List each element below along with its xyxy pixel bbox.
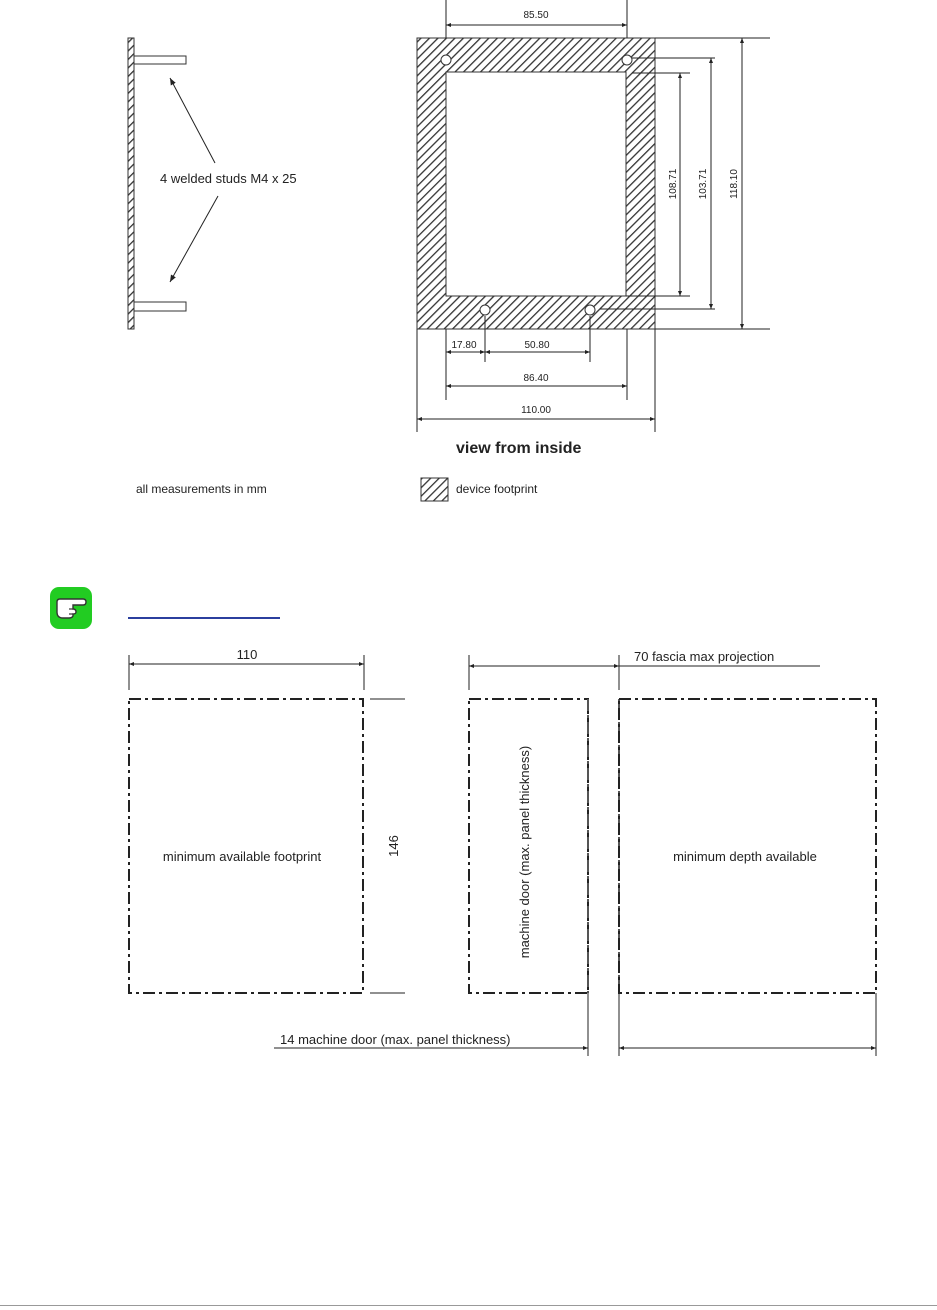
depth-box xyxy=(619,699,876,993)
device-frame xyxy=(417,38,655,329)
dim-top-holes: 85.50 xyxy=(523,10,549,21)
legend-swatch xyxy=(421,478,448,501)
side-view xyxy=(128,38,297,329)
page-divider xyxy=(0,1305,937,1306)
note-link-underline[interactable] xyxy=(128,617,280,619)
pointing-hand-icon xyxy=(50,587,92,629)
dim-total-height: 118.10 xyxy=(729,169,740,199)
hole-top-right xyxy=(622,55,632,65)
fascia-label: 70 fascia max projection xyxy=(634,649,775,664)
stud-label: 4 welded studs M4 x 25 xyxy=(160,171,297,186)
stud-arrow-top xyxy=(170,78,215,163)
front-view-caption: view from inside xyxy=(456,440,582,457)
dim-hole-offset: 17.80 xyxy=(451,340,477,351)
dim-inner-103: 103.71 xyxy=(698,168,709,200)
hole-bottom-left xyxy=(480,305,490,315)
stud-bottom xyxy=(134,302,186,311)
footprint-height-label: 146 xyxy=(386,835,401,857)
footprint-box xyxy=(129,699,363,993)
footprint-area-label: minimum available footprint xyxy=(162,849,322,864)
dim-hole-spacing: 50.80 xyxy=(524,340,550,351)
front-view xyxy=(417,0,770,457)
door-vertical-label: machine door (max. panel thickness) xyxy=(517,745,532,959)
dim-inner-108: 108.71 xyxy=(668,168,679,200)
hole-top-left xyxy=(441,55,451,65)
depth-drawing xyxy=(274,649,876,1056)
dim-86: 86.40 xyxy=(523,373,549,384)
dim-total-width: 110.00 xyxy=(521,405,551,416)
stud-arrow-bottom xyxy=(170,196,218,282)
door-bottom-label: 14 machine door (max. panel thickness) xyxy=(280,1032,511,1047)
legend-label: device footprint xyxy=(456,482,538,496)
footprint-width-label: 110 xyxy=(236,647,258,662)
footprint-drawing xyxy=(129,647,405,993)
side-wall xyxy=(128,38,134,329)
stud-top xyxy=(134,56,186,64)
depth-area-label: minimum depth available xyxy=(673,849,817,864)
hole-bottom-right xyxy=(585,305,595,315)
units-note: all measurements in mm xyxy=(136,482,267,496)
